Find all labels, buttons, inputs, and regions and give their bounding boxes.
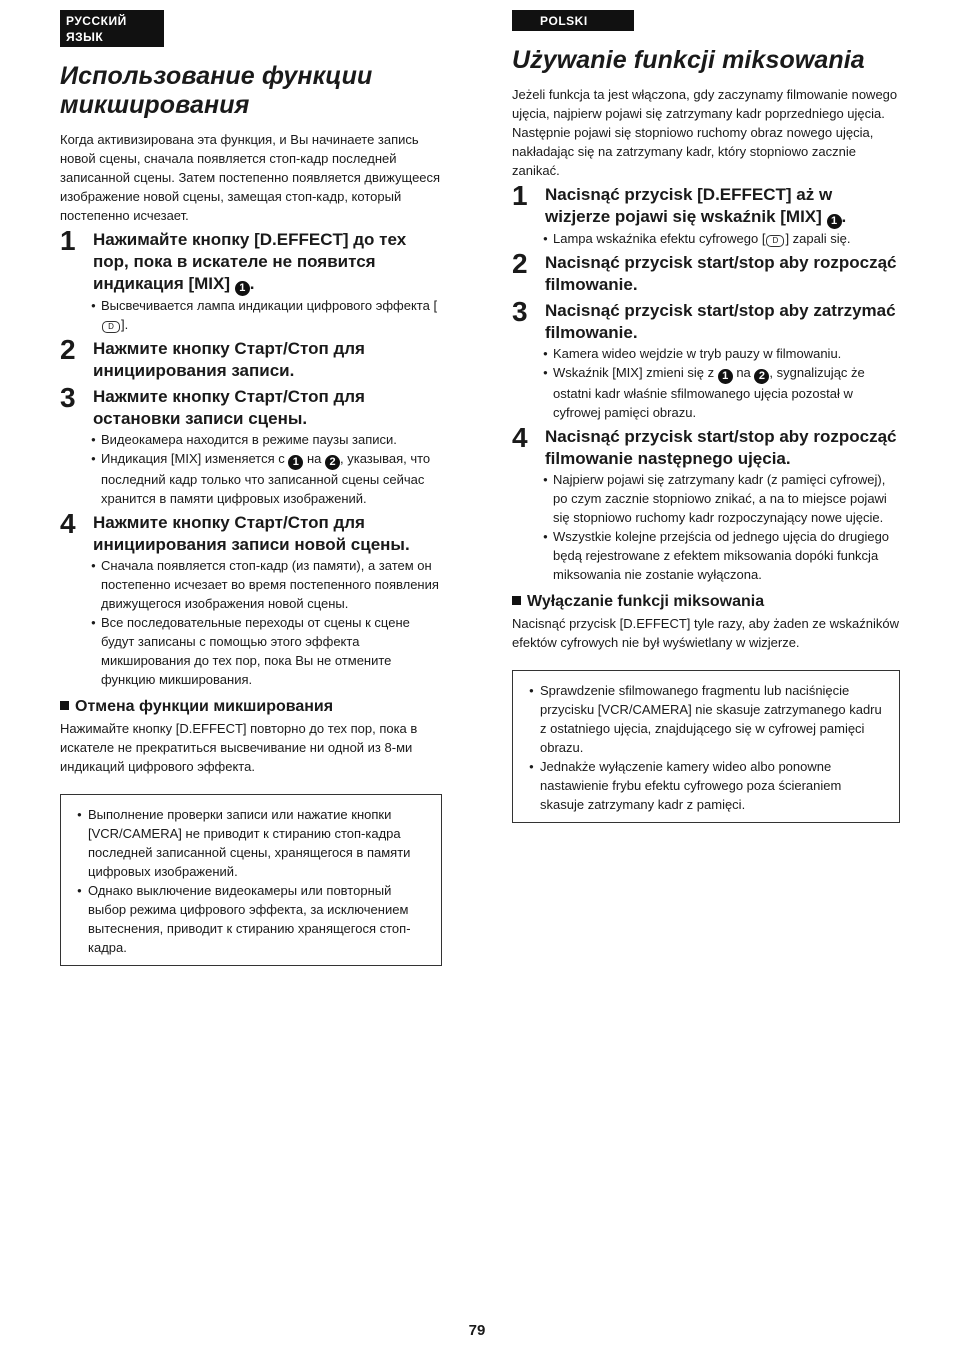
step-bullet: ● Все последовательные переходы от сцены к сцене будут записаны с помощью этого эффекта микширования до тех пор, пока Вы не отмените функцию микширования. bbox=[93, 613, 442, 689]
intro-paragraph: Когда активизирована эта функция, и Вы начинаете запись новой сцены, сначала появляется стоп-кадр последней записанной сцены. Затем постепенно появляется движущееся изображение новой сцены, замещая стоп-кадр, который постепенно исчезает. bbox=[60, 132, 441, 223]
section-heading: Использование функции микширования bbox=[60, 62, 373, 119]
step-title: Нажмите кнопку Старт/Стоп для остановки записи сцены. bbox=[93, 387, 365, 428]
step-title: Nacisnąć przycisk start/stop aby zatrzymać filmowanie. bbox=[545, 301, 896, 342]
step-bullet: ● Видеокамера находится в режиме паузы записи. bbox=[93, 430, 442, 449]
page-number: 79 bbox=[468, 1322, 486, 1339]
step-title: Нажимайте кнопку [D.EFFECT] до тех пор, пока в искателе не появится индикация [MIX] 1 . bbox=[93, 230, 407, 294]
step-bullet: ● Индикация [MIX] изменяется с 1 на 2 , указывая, что последний кадр только что записанной сцены сейчас хранится в памяти цифровых изображений. bbox=[93, 449, 442, 508]
step-bullet: ● Najpierw pojawi się zatrzymany kadr (z pamięci cyfrowej), po czym zacznie stopniowo znikać, a na to miejsce pojawi się stopniowo ruchomy kadr rozpoczynający nowe ujęcie. bbox=[545, 470, 900, 527]
step-bullet: ● Сначала появляется стоп-кадр (из памяти), а затем он постепенно исчезает во время постепенного появления движущегося изображения новой сцены. bbox=[93, 556, 442, 613]
step-bullet: ● Wszystkie kolejne przejścia od jednego ujęcia do drugiego będą rejestrowane z efektem miksowania dopóki funkcja miksowania nie zostanie wyłączona. bbox=[545, 527, 900, 584]
step-title: Нажмите кнопку Старт/Стоп для инициирования записи новой сцены. bbox=[93, 513, 410, 554]
step-bullet: ● Высвечивается лампа индикации цифрового эффекта [D ]. bbox=[93, 296, 442, 334]
step-title: Nacisnąć przycisk start/stop aby rozpocząć filmowanie. bbox=[545, 253, 897, 294]
step-3 bbox=[512, 296, 900, 422]
step-4 bbox=[512, 422, 900, 584]
step-2 bbox=[60, 334, 442, 382]
subsection-heading: Отмена функции микширования bbox=[60, 697, 442, 717]
step-number: 1 bbox=[512, 180, 528, 211]
subsection-body: Nacisnąć przycisk [D.EFFECT] tyle razy, aby żaden ze wskaźników efektów cyfrowych nie był wyświetlany w wizjerze. bbox=[512, 616, 899, 650]
indicator-1-icon: 1 bbox=[235, 281, 250, 296]
indicator-1-icon: 1 bbox=[288, 455, 303, 470]
note-bullet: ● Jednakże wyłączenie kamery wideo albo ponowne nastawienie frybu efektu cyfrowego poza ścieraniem skasuje zatrzymany kadr z pamięci. bbox=[531, 757, 885, 814]
subsection-body: Нажимайте кнопку [D.EFFECT] повторно до тех пор, пока в искателе не прекратиться высвечивание ни одной из 8-ми индикаций цифрового эффекта. bbox=[60, 721, 418, 774]
step-title: Nacisnąć przycisk [D.EFFECT] aż w wizjerze pojawi się wskaźnik [MIX] 1 . bbox=[545, 185, 847, 227]
step-bullet: ● Kamera wideo wejdzie w tryb pauzy w filmowaniu. bbox=[545, 344, 900, 363]
note-box bbox=[512, 670, 900, 823]
indicator-2-icon: 2 bbox=[325, 455, 340, 470]
step-title: Нажмите кнопку Старт/Стоп для инициирования записи. bbox=[93, 339, 365, 380]
indicator-2-icon: 2 bbox=[754, 369, 769, 384]
square-bullet-icon bbox=[60, 701, 69, 710]
step-1 bbox=[60, 225, 442, 334]
d-effect-icon: D bbox=[766, 235, 784, 247]
section-heading: Używanie funkcji miksowania bbox=[512, 46, 865, 74]
step-number: 4 bbox=[512, 422, 528, 453]
indicator-1-icon: 1 bbox=[718, 369, 733, 384]
step-title: Nacisnąć przycisk start/stop aby rozpocząć filmowanie następnego ujęcia. bbox=[545, 427, 897, 468]
intro-paragraph: Jeżeli funkcja ta jest włączona, gdy zaczynamy filmowanie nowego ujęcia, najpierw pojawi się zatrzymany kadr poprzedniego ujęcia. Następnie pojawi się stopniowo ruchomy obraz nowego ujęcia, nakładając się na zatrzymany kadr, który stopniowo zacznie zanikać. bbox=[512, 87, 898, 178]
note-bullet: ● Sprawdzenie sfilmowanego fragmentu lub naciśnięcie przycisku [VCR/CAMERA] nie skasuje zatrzymanego kadru z ostatniego ujęcia, znajdującego się w cyfrowej pamięci obrazu. bbox=[531, 681, 885, 757]
step-number: 2 bbox=[512, 248, 528, 279]
step-bullet: ● Lampa wskaźnika efektu cyfrowego [ D ] zapali się. bbox=[545, 229, 900, 248]
note-bullet: ● Однако выключение видеокамеры или повторный выбор режима цифрового эффекта, за исключением вытеснения, приводит к стиранию хранящегося стоп-кадра. bbox=[79, 881, 427, 957]
note-box bbox=[60, 794, 442, 966]
step-3 bbox=[60, 382, 442, 508]
d-effect-icon: D bbox=[102, 321, 120, 333]
polish-column bbox=[512, 10, 900, 823]
language-tag: РУССКИЙ ЯЗЫК bbox=[60, 10, 164, 47]
step-4 bbox=[60, 508, 442, 689]
step-bullet: ● Wskaźnik [MIX] zmieni się z 1 na 2 , sygnalizując że ostatni kadr właśnie sfilmowanego ujęcia pozostał w cyfrowej pamięci obrazu. bbox=[545, 363, 900, 422]
russian-column bbox=[60, 10, 442, 966]
step-number: 3 bbox=[512, 296, 528, 327]
note-bullet: ● Выполнение проверки записи или нажатие кнопки [VCR/CAMERA] не приводит к стиранию стоп-кадра последней записанной сцены, хранящегося в памяти цифровых изображений. bbox=[79, 805, 427, 881]
step-number: 2 bbox=[60, 334, 76, 365]
square-bullet-icon bbox=[512, 596, 521, 605]
step-number: 1 bbox=[60, 225, 76, 256]
step-1 bbox=[512, 180, 900, 248]
indicator-1-icon: 1 bbox=[827, 214, 842, 229]
step-number: 3 bbox=[60, 382, 76, 413]
step-2 bbox=[512, 248, 900, 296]
subsection-heading: Wyłączanie funkcji miksowania bbox=[512, 592, 900, 612]
language-tag: POLSKI bbox=[512, 10, 634, 31]
step-number: 4 bbox=[60, 508, 76, 539]
